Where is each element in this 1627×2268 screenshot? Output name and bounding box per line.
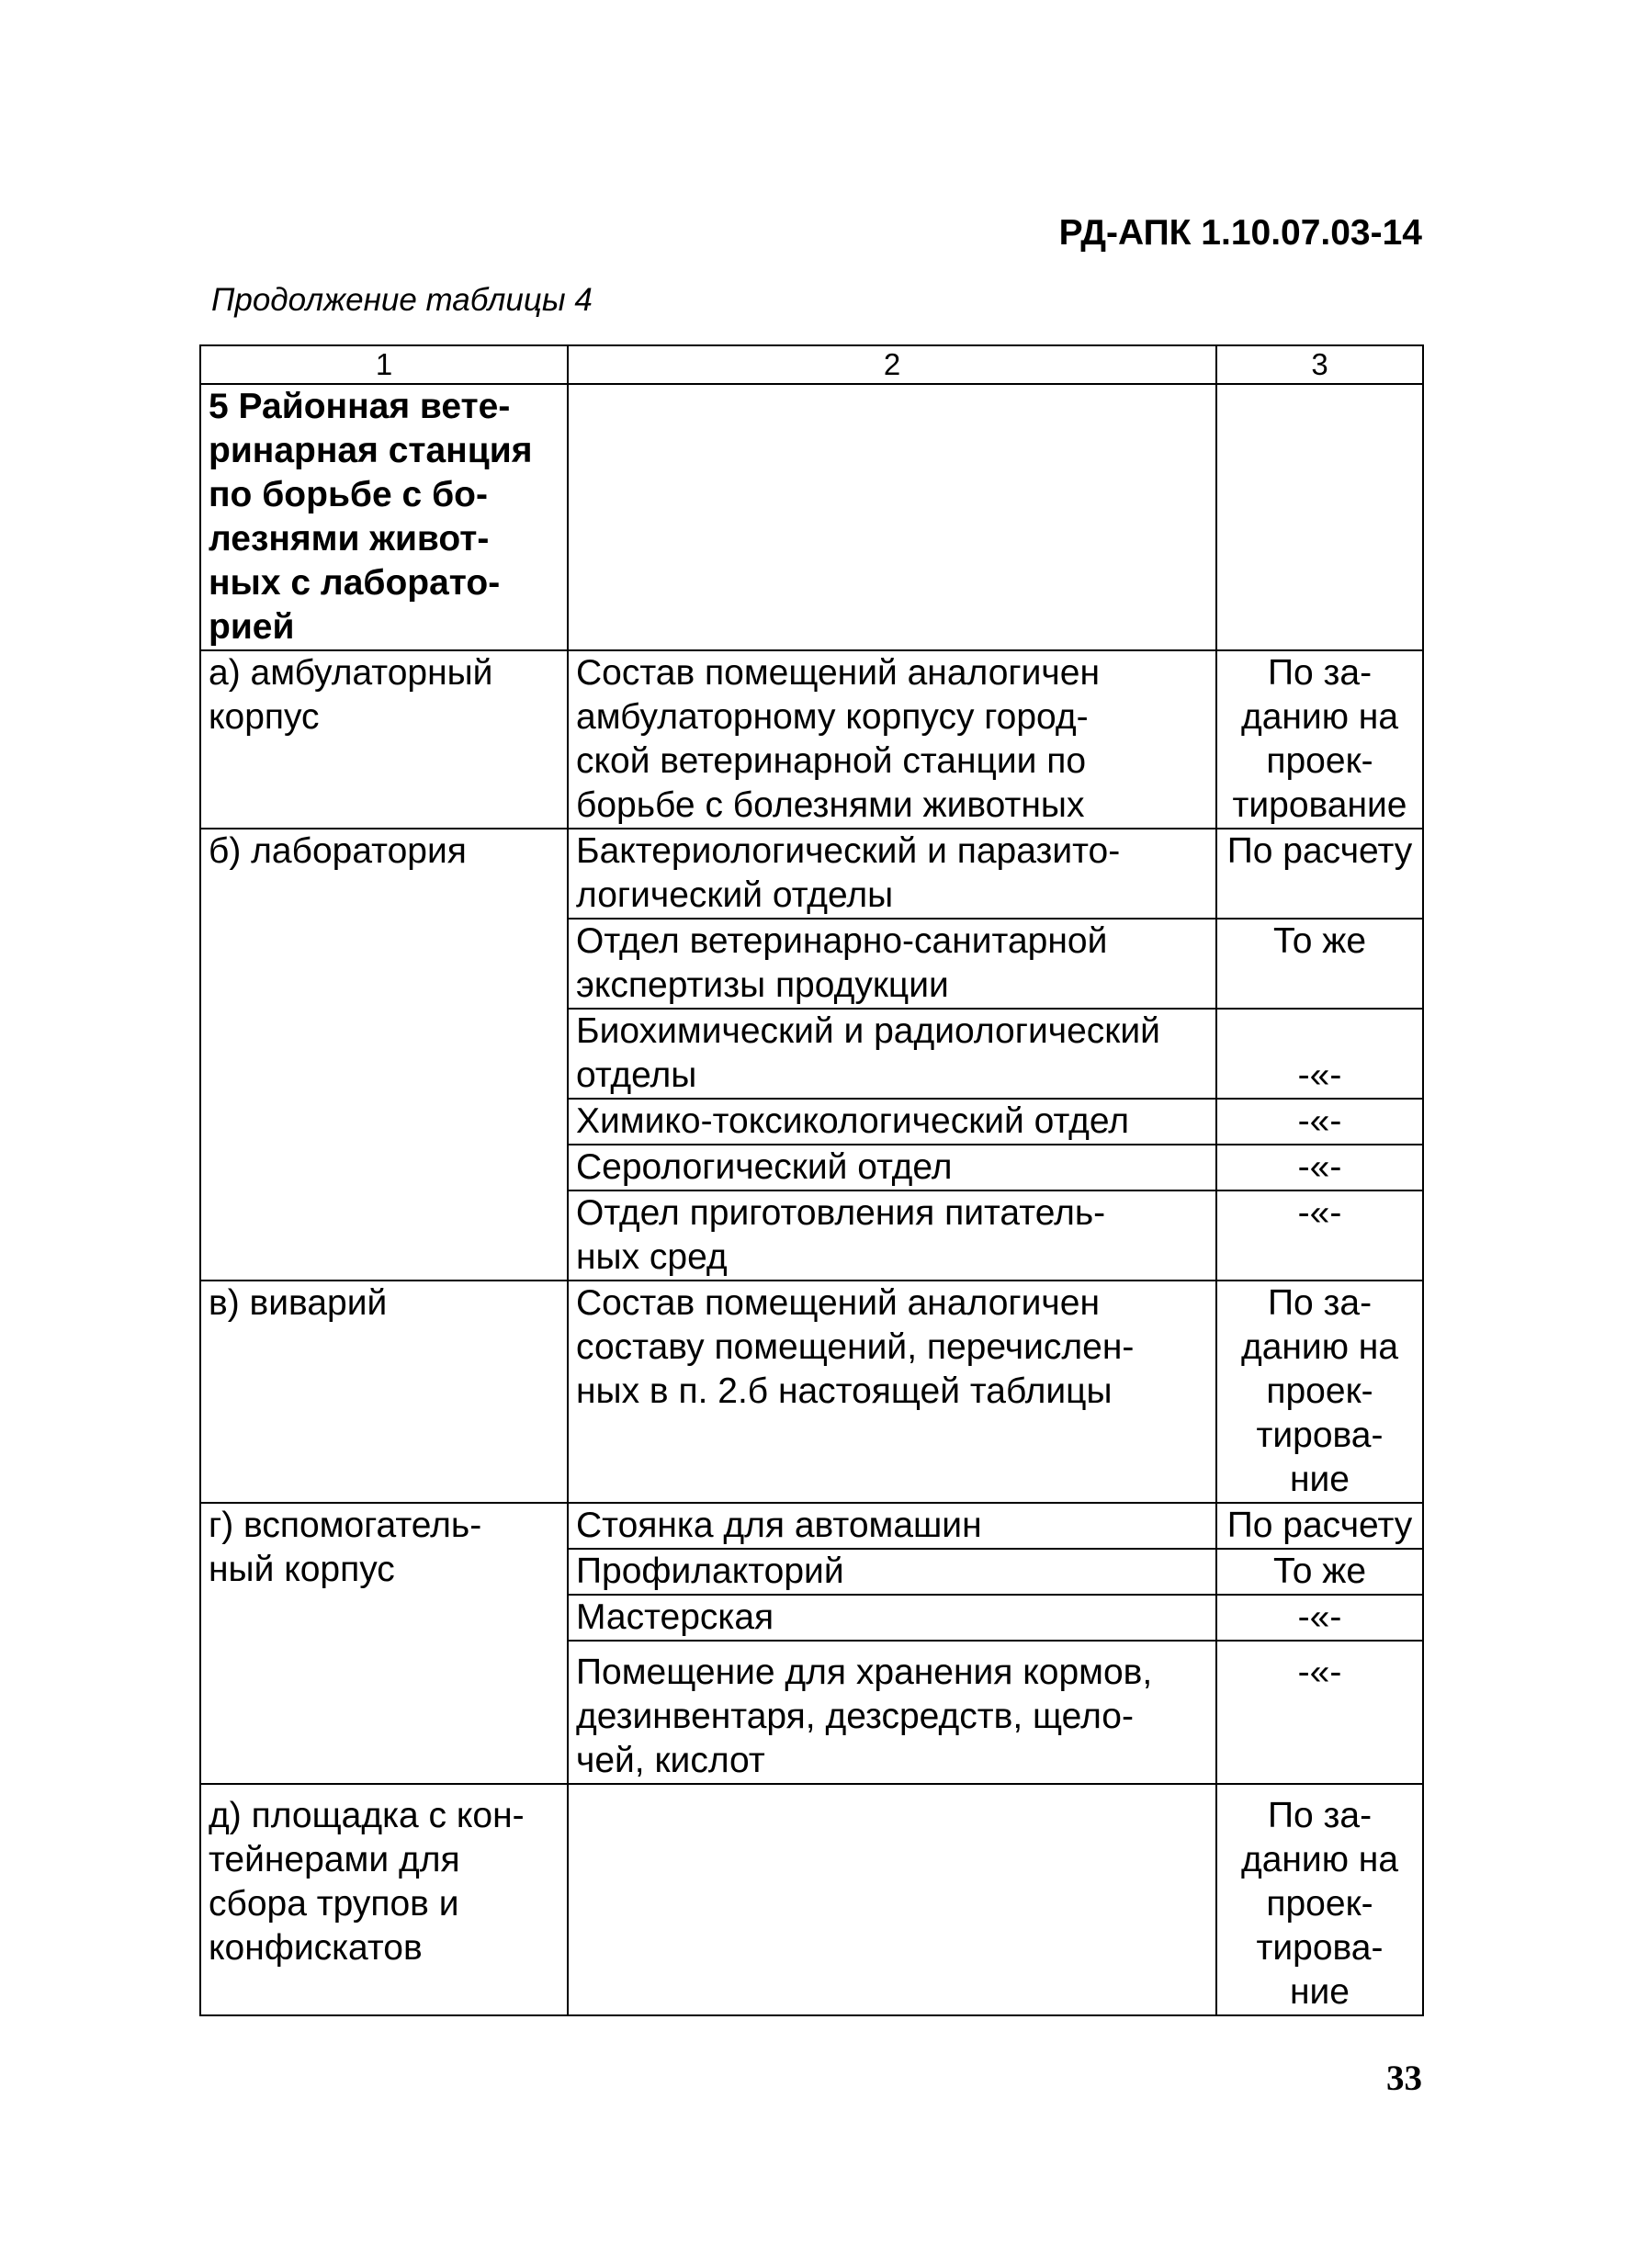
row-basis-b6: -«- (1216, 1190, 1423, 1281)
col-header-2: 2 (568, 345, 1216, 384)
row-label-v: в) виварий (200, 1281, 568, 1503)
page-number: 33 (1386, 2059, 1422, 2098)
row-basis-b3: -«- (1216, 1009, 1423, 1099)
row-label-b: б) лаборатория (200, 829, 568, 1281)
document-code: РД-АПК 1.10.07.03-14 (1058, 213, 1422, 253)
row-basis-b4: -«- (1216, 1099, 1423, 1145)
row-desc-b3: Биохимический и радиологический отделы (568, 1009, 1216, 1099)
row-desc-v: Состав помещений аналогичен составу помещений, перечислен- ных в п. 2.б настоящей таблицы (568, 1281, 1216, 1503)
table-row (200, 1503, 1423, 1549)
col-header-1: 1 (200, 345, 568, 384)
row-basis-a: По за- данию на проек- тирование (1216, 650, 1423, 829)
table-header-row (200, 345, 1423, 384)
row-basis-v: По за- данию на проек- тирова- ние (1216, 1281, 1423, 1503)
row-desc-g1: Стоянка для автомашин (568, 1503, 1216, 1549)
row-basis-b2: То же (1216, 919, 1423, 1009)
table-row (200, 829, 1423, 919)
row-basis-g3: -«- (1216, 1595, 1423, 1641)
row-label-g: г) вспомогатель- ный корпус (200, 1503, 568, 1784)
row-desc-a: Состав помещений аналогичен амбулаторному корпусу город- ской ветеринарной станции по борьбе с болезнями животных (568, 650, 1216, 829)
row-desc-g3: Мастерская (568, 1595, 1216, 1641)
row-label-d: д) площадка с кон- тейнерами для сбора трупов и конфискатов (200, 1784, 568, 2015)
row-desc-b4: Химико-токсикологический отдел (568, 1099, 1216, 1145)
table-row (200, 1281, 1423, 1503)
row-basis-g4: -«- (1216, 1641, 1423, 1784)
row-desc-b5: Серологический отдел (568, 1145, 1216, 1190)
table-row (200, 1784, 1423, 2015)
row-basis-g1: По расчету (1216, 1503, 1423, 1549)
row-desc-d (568, 1784, 1216, 2015)
empty-cell (1216, 384, 1423, 650)
row-basis-g2: То же (1216, 1549, 1423, 1595)
row-desc-b6: Отдел приготовления питатель- ных сред (568, 1190, 1216, 1281)
row-desc-b2: Отдел ветеринарно-санитарной экспертизы продукции (568, 919, 1216, 1009)
row-desc-g2: Профилакторий (568, 1549, 1216, 1595)
row-basis-b5: -«- (1216, 1145, 1423, 1190)
table-row (200, 384, 1423, 650)
row-basis-b1: По расчету (1216, 829, 1423, 919)
row-desc-g4: Помещение для хранения кормов, дезинвентаря, дезсредств, щело- чей, кислот (568, 1641, 1216, 1784)
table-row (200, 650, 1423, 829)
row-label-a: а) амбулаторный корпус (200, 650, 568, 829)
section-title: 5 Районная вете- ринарная станция по борьбе с бо- лезнями живот- ных с лаборато- рией (200, 384, 568, 650)
empty-cell (568, 384, 1216, 650)
row-basis-d: По за- данию на проек- тирова- ние (1216, 1784, 1423, 2015)
col-header-3: 3 (1216, 345, 1423, 384)
table-caption: Продолжение таблицы 4 (211, 282, 593, 318)
facilities-table (199, 344, 1424, 2016)
row-desc-b1: Бактериологический и паразито- логический отделы (568, 829, 1216, 919)
